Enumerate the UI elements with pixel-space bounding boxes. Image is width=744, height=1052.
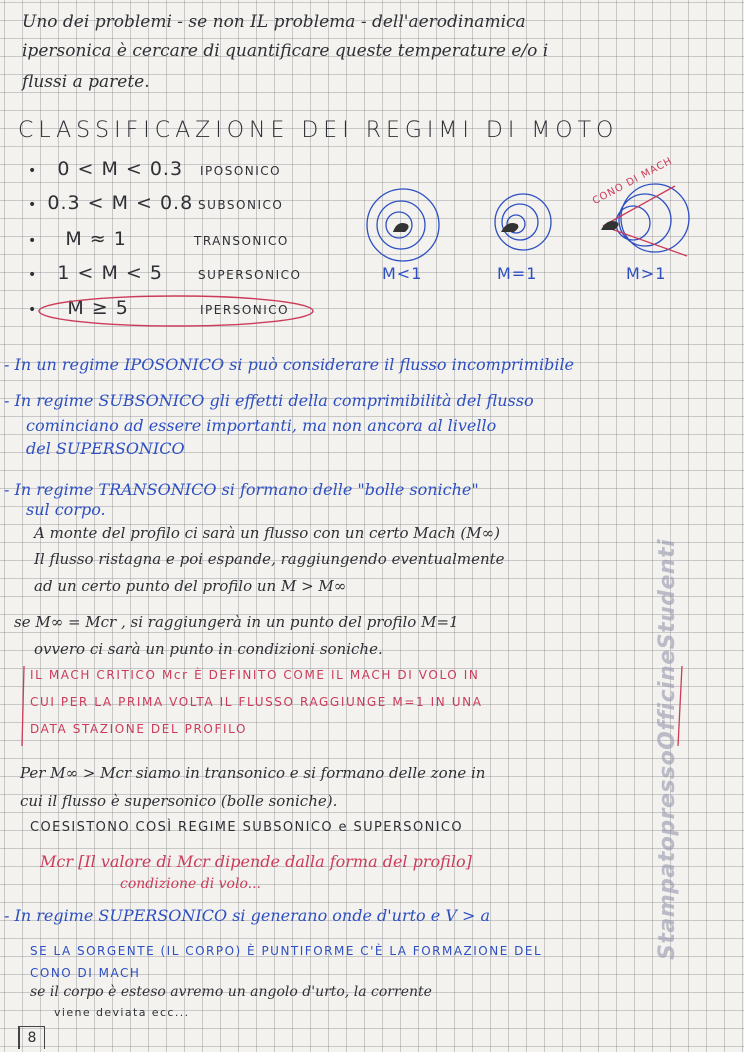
ipersonico-highlight-ellipse	[36, 291, 326, 331]
label-m-greater-1: M>1	[626, 264, 667, 283]
note-sorgente-2: CONO DI MACH	[30, 966, 141, 980]
intro-line-1: Uno dei problemi - se non IL problema - dell'aerodinamica	[22, 12, 526, 32]
note-sorgente-1: SE LA SORGENTE (IL CORPO) È PUNTIFORME C'È LA FORMAZIONE DEL	[30, 944, 543, 958]
note-transonico-1: - In regime TRANSONICO si formano delle "bolle soniche"	[4, 480, 479, 499]
page-number: 8	[18, 1026, 45, 1049]
regime-row-iposonico	[28, 158, 328, 188]
label-m-less-1: M<1	[382, 264, 423, 283]
definition-critico-2: CUI PER LA PRIMA VOLTA IL FLUSSO RAGGIUNGE M=1 IN UNA	[30, 695, 483, 709]
definition-critico-3: DATA STAZIONE DEL PROFILO	[30, 722, 248, 736]
section-title: CLASSIFICAZIONE DEI REGIMI DI MOTO	[18, 118, 619, 143]
bullet: •	[28, 197, 37, 213]
note-valore-1: Mcr [Il valore di Mcr dipende dalla forma del profilo]	[40, 852, 472, 871]
intro-line-3: flussi a parete.	[22, 72, 150, 92]
note-per-2: cui il flusso è supersonico (bolle soniche).	[20, 792, 338, 810]
regime-row-subsonico	[28, 192, 328, 222]
note-mcr-2: ovvero ci sarà un punto in condizioni soniche.	[34, 640, 383, 658]
regime-name: TRANSONICO	[194, 234, 289, 248]
regime-condition: M ≈ 1	[65, 228, 127, 250]
bullet: •	[28, 267, 37, 283]
regime-row-supersonico	[28, 262, 328, 292]
note-per-1: Per M∞ > Mcr siamo in transonico e si formano delle zone in	[20, 764, 486, 782]
regime-condition: 0 < M < 0.3	[57, 158, 184, 180]
note-esteso-1: se il corpo è esteso avremo un angolo d'urto, la corrente	[30, 984, 432, 1000]
regime-condition: 0.3 < M < 0.8	[47, 192, 194, 214]
note-monte-3: ad un certo punto del profilo un M > M∞	[34, 577, 347, 595]
note-monte-1: A monte del profilo ci sarà un flusso con un certo Mach (M∞)	[34, 524, 500, 542]
regime-condition: 1 < M < 5	[57, 262, 163, 284]
body-m-less-1	[393, 223, 409, 232]
note-supersonico-1: - In regime SUPERSONICO si generano onde d'urto e V > a	[4, 906, 490, 925]
note-subsonico-1: - In regime SUBSONICO gli effetti della comprimibilità del flusso	[4, 391, 534, 410]
regime-name: SUPERSONICO	[198, 268, 302, 282]
intro-line-2: ipersonica è cercare di quantificare queste temperature e/o i	[22, 41, 549, 61]
regime-name: SUBSONICO	[198, 198, 284, 212]
bullet: •	[28, 302, 37, 318]
definition-critico-1: IL MACH CRITICO Mcr È DEFINITO COME IL MACH DI VOLO IN	[30, 668, 480, 682]
note-iposonico: - In un regime IPOSONICO si può considerare il flusso incomprimibile	[4, 355, 575, 374]
cone-label: CONO DI MACH	[590, 155, 675, 207]
note-esteso-2: viene deviata ecc...	[54, 1006, 190, 1019]
regime-name: IPERSONICO	[200, 303, 290, 317]
note-mcr-1: se M∞ = Mcr , si raggiungerà in un punto del profilo M=1	[14, 613, 459, 631]
note-valore-2: condizione di volo...	[120, 876, 261, 892]
note-monte-2: Il flusso ristagna e poi espande, raggiungendo eventualmente	[34, 550, 505, 568]
watermark: StampatopressoOfficineStudenti	[655, 538, 680, 960]
regime-name: IPOSONICO	[200, 164, 282, 178]
bullet: •	[28, 163, 37, 179]
note-coesistono: COESISTONO COSÌ REGIME SUBSONICO e SUPERSONICO	[30, 820, 464, 835]
regime-row-transonico	[28, 228, 328, 258]
note-transonico-2: sul corpo.	[26, 500, 106, 519]
regime-condition: M ≥ 5	[67, 297, 129, 319]
label-m-equal-1: M=1	[497, 264, 538, 283]
sonic-wave-circles	[495, 194, 551, 250]
bullet: •	[28, 233, 37, 249]
note-subsonico-3: del SUPERSONICO	[26, 439, 185, 458]
note-subsonico-2: cominciano ad essere importanti, ma non ancora al livello	[26, 416, 497, 435]
supersonic-wave-circles	[616, 184, 689, 252]
body-m-equal-1	[501, 223, 518, 232]
